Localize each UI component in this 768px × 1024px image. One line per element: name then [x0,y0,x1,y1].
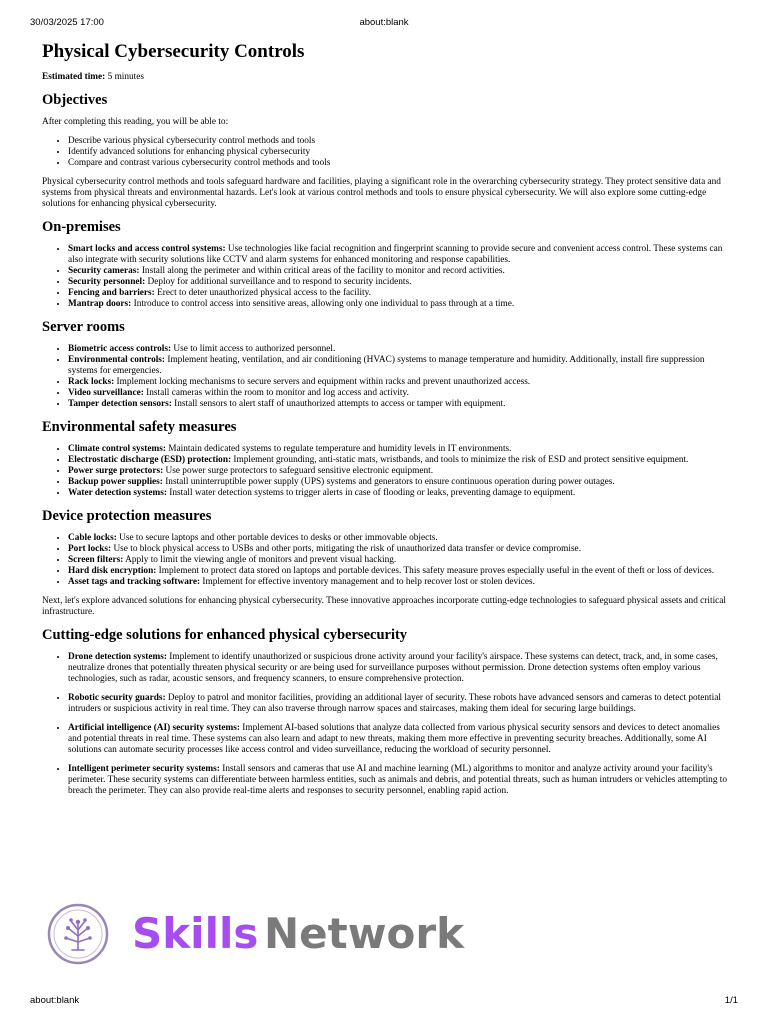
item-term: Electrostatic discharge (ESD) protection: [68,455,232,465]
item-text: Install water detection systems to trigger alerts in case of flooding or leaks, preventing damage to equipment. [166,488,576,498]
item-text: Implement locking mechanisms to secure servers and equipment within racks and prevent unauthorized access. [114,377,531,387]
item-term: Port locks: [68,544,112,554]
section-heading-cutting-edge: Cutting-edge solutions for enhanced physical cybersecurity [42,627,408,643]
item-term: Video surveillance: [68,388,144,398]
list-item [68,544,730,555]
item-text: Use power surge protectors to safeguard sensitive electronic equipment. [163,466,434,476]
item-text: Install cameras within the room to monitor and log access and activity. [143,388,409,398]
item-text: Implement to protect data stored on laptops and portable devices. This safety measure proves especially useful in the event of theft or loss of devices. [156,566,715,576]
item-text: Implement heating, ventilation, and air conditioning (HVAC) systems to manage temperature and humidity. Additionally, install fire suppression systems for emergencies. [68,355,705,376]
item-term: Artificial intelligence (AI) security systems: [68,723,240,733]
item-term: Power surge protectors: [68,466,164,476]
estimated-time-label: Estimated time: [42,72,106,82]
item-text: Use to block physical access to USBs and other ports, mitigating the risk of unauthorized data transfer or device compromise. [111,544,582,554]
item-term: Climate control systems: [68,444,166,454]
item-term: Mantrap doors: [68,299,132,309]
list-item: • Compare and contrast various cybersecurity control methods and tools [68,158,730,169]
list-item [68,244,730,266]
list-item [68,723,730,756]
section-heading-server-rooms: Server rooms [42,319,125,335]
list-item [68,266,730,277]
item-term: Robotic security guards: [68,693,166,703]
item-text: Apply to limit the viewing angle of monitors and prevent visual hacking. [123,555,397,565]
item-text: Install uninterruptible power supply (UPS) systems and generators to ensure continuous operation during power outages. [162,477,615,487]
section-heading-device-protection: Device protection measures [42,508,212,524]
item-term: Smart locks and access control systems: [68,244,226,254]
cutting-edge-list [42,652,730,797]
page-count: 1/1 [724,995,738,1006]
print-url: about:blank [30,995,80,1006]
list-item [68,693,730,715]
objectives-list [42,136,730,169]
item-text: Use to secure laptops and other portable devices to desks or other immovable objects. [116,533,438,543]
list-item [68,488,730,499]
item-term: Rack locks: [68,377,115,387]
intro-paragraph: Physical cybersecurity control methods and tools safeguard hardware and facilities, playing a significant role in the overarching cybersecurity strategy. They protect sensitive data and systems from physical threats and environmental hazards. Let's look at various control methods and tools to ensure physical cybersecurity. We will also explore some cutting-edge solutions for enhancing physical cybersecurity. [42,177,721,209]
list-item [68,555,730,566]
list-item [68,764,730,797]
item-text: Use technologies like facial recognition and fingerprint scanning to provide secure and convenient access control. These systems can also integrate with security solutions like CCTV and alarm systems for enhanced monitoring and response capabilities. [68,244,723,265]
print-title: about:blank [359,17,409,28]
skills-network-logo [46,902,466,966]
list-item: • Describe various physical cybersecurity control methods and tools [68,136,730,147]
item-text: Deploy to patrol and monitor facilities, providing an additional layer of security. These robots have advanced sensors and cameras to detect potential intruders or suspicious activity in real time. They can also traverse through narrow spaces and staircases, making them ideal for securing large buildings. [68,693,721,714]
item-text: Implement to identify unauthorized or suspicious drone activity around your facility's airspace. These systems can detect, track, and, in some cases, neutralize drones that potentially threaten physical security or are being used for surveillance purposes without permission. Drone detection systems often employ various technologies, such as radar, acoustic sensors, and frequency scanners, to ensure comprehensive protection. [68,652,718,684]
item-term: Intelligent perimeter security systems: [68,764,220,774]
item-term: Asset tags and tracking software: [68,577,201,587]
item-term: Backup power supplies: [68,477,163,487]
section-heading-environmental: Environmental safety measures [42,419,237,435]
list-item [68,566,730,577]
item-term: Security cameras: [68,266,140,276]
item-term: Fencing and barriers: [68,288,155,298]
list-item [68,444,730,455]
on-premises-list [42,244,730,310]
skills-network-tree-icon [46,902,110,966]
item-text: Maintain dedicated systems to regulate temperature and humidity levels in IT environments. [165,444,512,454]
list-item [68,533,730,544]
item-term: Environmental controls: [68,355,166,365]
list-item [68,355,730,377]
item-text: Introduce to control access into sensitive areas, allowing only one individual to pass through at a time. [131,299,515,309]
section-heading-on-premises: On-premises [42,219,121,235]
item-term: Biometric access controls: [68,344,172,354]
print-header [30,17,738,31]
item-text: Implement grounding, anti-static mats, wristbands, and tools to minimize the risk of ESD and protect sensitive equipment. [231,455,689,465]
item-term: Tamper detection sensors: [68,399,172,409]
item-text: Use to limit access to authorized personnel. [171,344,336,354]
item-text: Implement for effective inventory management and to help recover lost or stolen devices. [200,577,535,587]
environmental-list [42,444,730,499]
list-item [68,277,730,288]
page-title: Physical Cybersecurity Controls [42,41,305,62]
list-item [68,652,730,685]
logo-word-skills: Skills [132,909,259,958]
list-item [68,466,730,477]
item-text: Install sensors to alert staff of unauthorized attempts to access or tamper with equipment. [171,399,506,409]
advanced-intro: Next, let's explore advanced solutions for enhancing physical cybersecurity. These innovative approaches incorporate cutting-edge technologies to safeguard physical assets and critical infrastructure. [42,596,726,617]
item-text: Erect to deter unauthorized physical access to the facility. [154,288,371,298]
list-item [68,377,730,388]
estimated-time-value: 5 minutes [105,72,145,82]
item-text: Install sensors and cameras that use AI and machine learning (ML) algorithms to monitor and analyze activity around your facility's perimeter. These security systems can differentiate between harmless entities, such as animals and debris, and potential threats, such as human intruders or vehicles attempting to breach the perimeter. They can also provide real-time alerts and responses to security personnel, enabling rapid action. [68,764,728,796]
document-body [42,38,730,805]
item-term: Hard disk encryption: [68,566,157,576]
item-term: Screen filters: [68,555,124,565]
objectives-intro: After completing this reading, you will be able to: [42,117,229,127]
device-protection-list [42,533,730,588]
estimated-time [42,72,730,83]
list-item [68,388,730,399]
server-rooms-list [42,344,730,410]
list-item [68,399,730,410]
list-item [68,288,730,299]
print-datetime: 30/03/2025 17:00 [30,17,104,28]
item-term: Cable locks: [68,533,117,543]
item-text: Deploy for additional surveillance and to respond to security incidents. [145,277,412,287]
item-text: Implement AI-based solutions that analyze data collected from various physical security sensors and devices to detect anomalies and potential threats in real time. These systems can also learn and adapt to new threats, making them more effective in preventing security breaches. Additionally, some AI solutions can automate security processes like access control and video surveillance, reducing the workload of security personnel. [68,723,720,755]
list-item [68,299,730,310]
item-term: Drone detection systems: [68,652,167,662]
item-text: Install along the perimeter and within critical areas of the facility to monitor and record activities. [139,266,505,276]
logo-word-network: Network [264,909,465,958]
list-item [68,455,730,466]
list-item [68,344,730,355]
print-footer [30,995,738,1009]
objectives-heading: Objectives [42,92,108,108]
item-term: Security personnel: [68,277,146,287]
item-term: Water detection systems: [68,488,167,498]
list-item: • Identify advanced solutions for enhancing physical cybersecurity [68,147,730,158]
list-item [68,477,730,488]
list-item [68,577,730,588]
